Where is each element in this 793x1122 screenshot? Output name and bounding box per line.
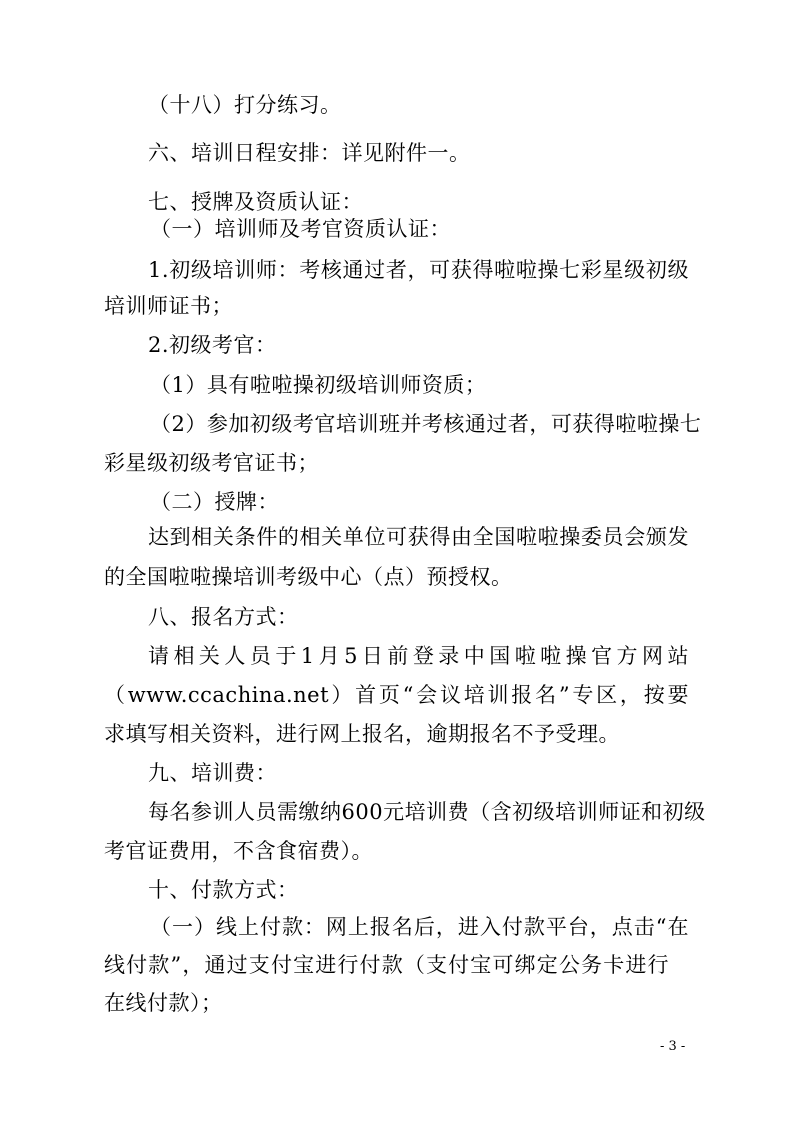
section-8-heading: 八、报名方式： [148, 605, 299, 629]
registration-line-1: 请相关人员于1月5日前登录中国啦啦操官方网站 [148, 644, 689, 668]
examiner-item-1: （1）具有啦啦操初级培训师资质； [150, 373, 487, 397]
trainer-cert-line-2: 培训师证书； [104, 294, 233, 318]
fee-line-2: 考官证费用，不含食宿费）。 [104, 839, 373, 863]
page-number: - 3 - [660, 1039, 686, 1054]
online-payment-line-1: （一）线上付款：网上报名后，进入付款平台，点击“在 [150, 915, 689, 939]
item-18-practice: （十八）打分练习。 [148, 93, 342, 117]
section-9-heading: 九、培训费： [148, 761, 277, 785]
section-10-heading: 十、付款方式： [148, 878, 299, 902]
plaque-line-1: 达到相关条件的相关单位可获得由全国啦啦操委员会颁发 [148, 525, 689, 549]
online-payment-line-2: 线付款”，通过支付宝进行付款（支付宝可绑定公务卡进行 [104, 953, 669, 977]
registration-line-3: 求填写相关资料，进行网上报名，逾期报名不予受理。 [104, 722, 620, 746]
registration-line-2: （www.ccachina.net）首页“会议培训报名”专区，按要 [104, 683, 689, 707]
subsection-2-heading: （二）授牌： [150, 490, 279, 514]
fee-line-1: 每名参训人员需缴纳600元培训费（含初级培训师证和初级 [148, 800, 706, 824]
section-7-heading: 七、授牌及资质认证： [148, 190, 363, 214]
online-payment-line-3: 在线付款）； [104, 991, 223, 1015]
section-6-schedule: 六、培训日程安排：详见附件一。 [148, 141, 471, 165]
examiner-item-2-line-1: （2）参加初级考官培训班并考核通过者，可获得啦啦操七 [150, 412, 702, 436]
examiner-heading: 2.初级考官： [148, 333, 277, 357]
trainer-cert-line-1: 1.初级培训师：考核通过者，可获得啦啦操七彩星级初级 [148, 258, 689, 282]
plaque-line-2: 的全国啦啦操培训考级中心（点）预授权。 [104, 565, 513, 589]
subsection-1-heading: （一）培训师及考官资质认证： [150, 217, 451, 241]
examiner-item-2-line-2: 彩星级初级考官证书； [104, 451, 319, 475]
